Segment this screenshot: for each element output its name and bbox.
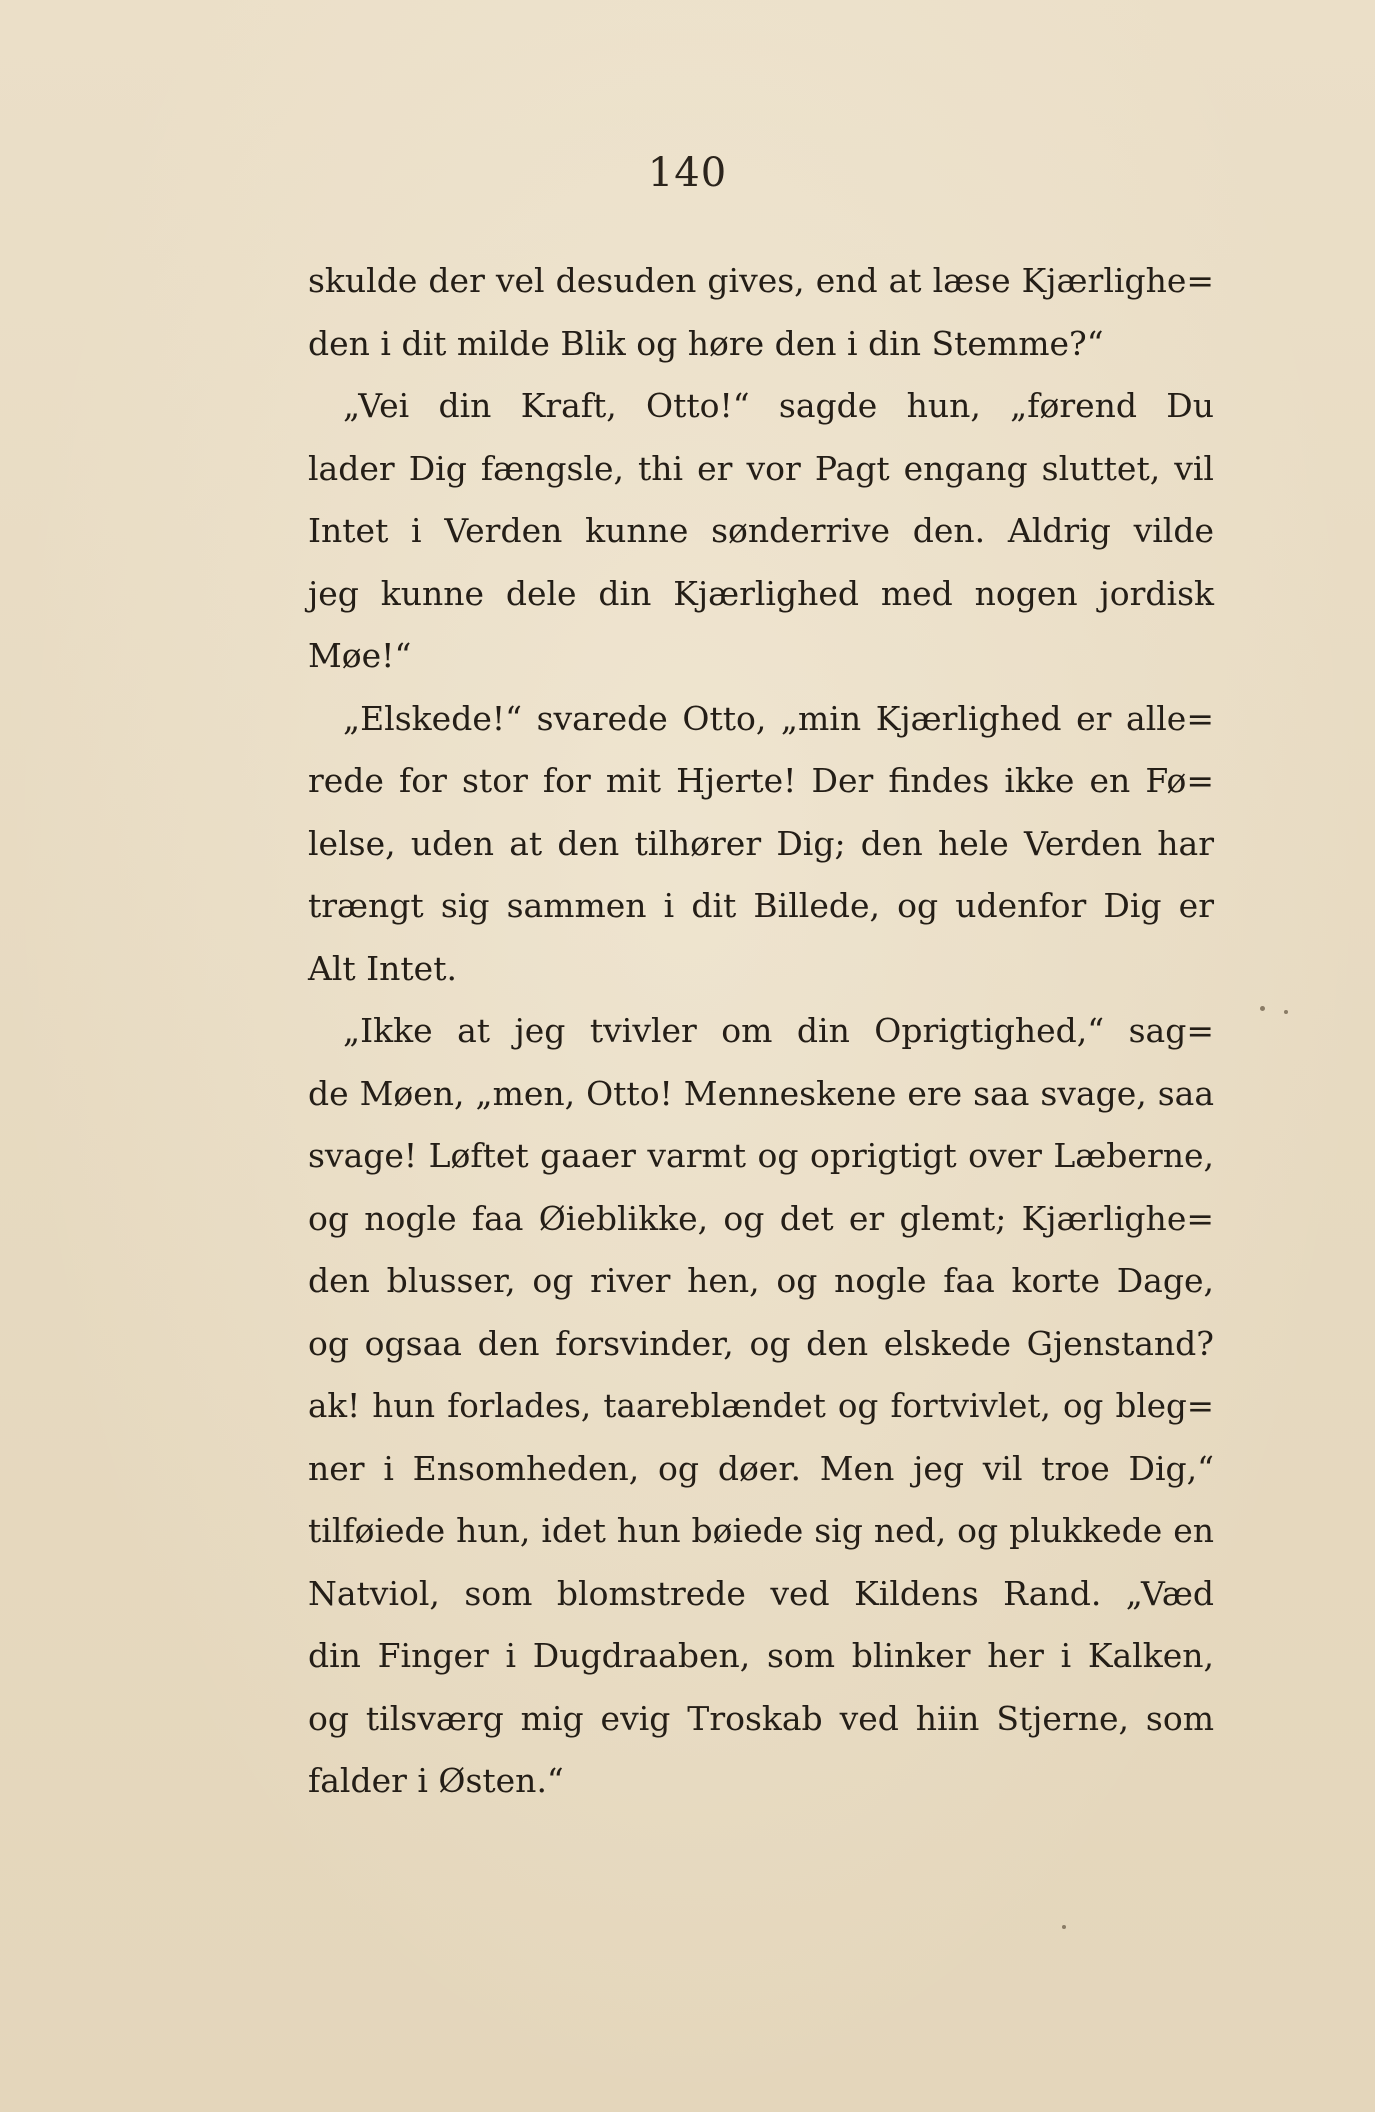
text-line: og tilsværg mig evig Troskab ved hiin Stjerne, som (308, 1698, 1214, 1738)
text-line: den blusser, og river hen, og nogle faa korte Dage, (308, 1261, 1214, 1300)
text-line: Intet i Verden kunne sønderrive den. Aldrig vilde (308, 511, 1214, 550)
paper-speck (1260, 1006, 1265, 1011)
text-line: skulde der vel desuden gives, end at læse Kjærlighe= (308, 261, 1214, 300)
text-line: din Finger i Dugdraaben, som blinker her i Kalken, (308, 1636, 1214, 1675)
text-line: trængt sig sammen i dit Billede, og udenfor Dig er (308, 886, 1214, 925)
page-number: 140 (647, 150, 728, 196)
text-line: ak! hun forlades, taareblændet og fortvivlet, og bleg= (308, 1387, 1214, 1425)
text-line: rede for stor for mit Hjerte! Der findes ikke en Fø= (308, 761, 1214, 800)
paper-speck (1284, 1010, 1288, 1014)
paper-speck (1062, 1925, 1066, 1929)
text-line: tilføiede hun, idet hun bøiede sig ned, og plukkede en (308, 1511, 1214, 1550)
text-line: svage! Løftet gaaer varmt og oprigtigt over Læberne, (308, 1136, 1214, 1175)
body-text (308, 250, 1214, 1813)
text-line: den i dit milde Blik og høre den i din Stemme?“ (308, 323, 1104, 363)
text-line: Natviol, som blomstrede ved Kildens Rand. „Væd (308, 1573, 1214, 1613)
text-line: jeg kunne dele din Kjærlighed med nogen jordisk (308, 573, 1214, 613)
text-line: lelse, uden at den tilhører Dig; den hele Verden har (308, 823, 1214, 863)
text-line: lader Dig fængsle, thi er vor Pagt engang sluttet, vil (308, 448, 1214, 488)
text-line: Alt Intet. (308, 948, 457, 988)
text-line: „Elskede!“ svarede Otto, „min Kjærlighed er alle= (343, 698, 1214, 738)
text-line: og ogsaa den forsvinder, og den elskede Gjenstand? (308, 1323, 1214, 1363)
text-line: Møe!“ (308, 636, 412, 675)
text-line: og nogle faa Øieblikke, og det er glemt; Kjærlighe= (308, 1198, 1214, 1238)
text-line: „Ikke at jeg tvivler om din Oprigtighed,“ sag= (343, 1011, 1214, 1050)
text-line: ner i Ensomheden, og døer. Men jeg vil troe Dig,“ (308, 1448, 1214, 1488)
text-line: falder i Østen.“ (308, 1761, 564, 1800)
text-line: de Møen, „men, Otto! Menneskene ere saa svage, saa (308, 1073, 1214, 1113)
text-line: „Vei din Kraft, Otto!“ sagde hun, „førend Du (343, 386, 1214, 425)
